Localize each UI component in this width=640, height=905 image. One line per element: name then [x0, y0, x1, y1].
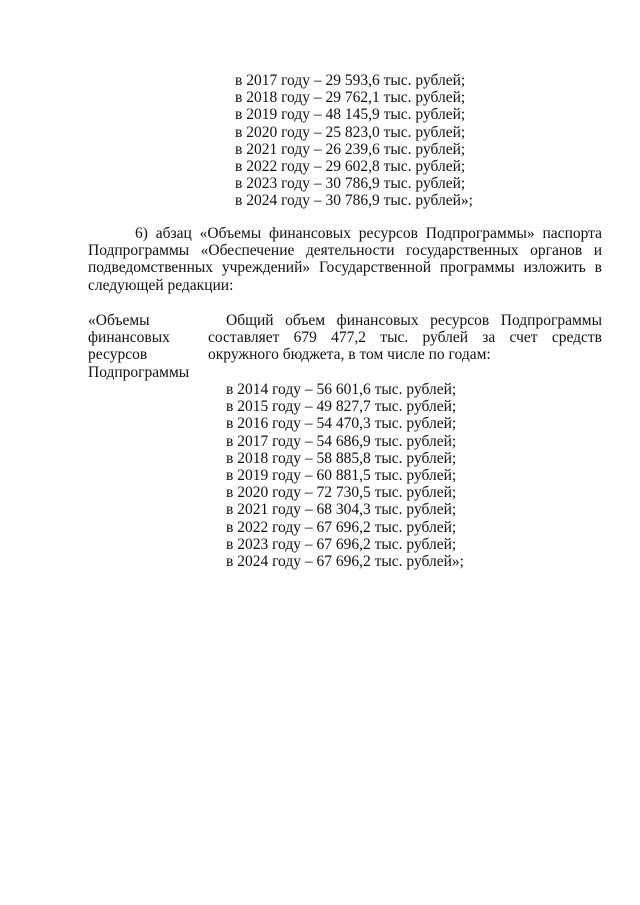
list-item: в 2019 году – 60 881,5 тыс. рублей;	[226, 466, 457, 484]
list-item: в 2022 году – 67 696,2 тыс. рублей;	[226, 518, 457, 536]
table-description-cell: Общий объем финансовых ресурсов Подпрограммы составляет 679 477,2 тыс. рублей за счет средств окружного бюджета, в том числе по годам:	[208, 312, 602, 364]
list-item: в 2021 году – 68 304,3 тыс. рублей;	[226, 501, 457, 519]
list-item: в 2017 году – 29 593,6 тыс. рублей;	[235, 72, 466, 89]
funding-by-year-list-previous	[235, 72, 473, 210]
list-item: в 2020 году – 25 823,0 тыс. рублей;	[235, 123, 466, 141]
list-item: в 2019 году – 48 145,9 тыс. рублей;	[235, 106, 466, 124]
list-item: в 2022 году – 29 602,8 тыс. рублей;	[235, 157, 466, 175]
label-line: ресурсов	[88, 346, 148, 364]
list-item: в 2024 году – 30 786,9 тыс. рублей»;	[235, 192, 473, 210]
label-line: финансовых	[88, 329, 170, 347]
list-item: в 2024 году – 67 696,2 тыс. рублей»;	[226, 552, 464, 570]
list-item: в 2018 году – 58 885,8 тыс. рублей;	[226, 449, 457, 467]
label-line: Подпрограммы	[88, 363, 190, 381]
list-item: в 2015 году – 49 827,7 тыс. рублей;	[226, 398, 457, 416]
table-label-cell	[88, 312, 189, 381]
list-item: в 2021 году – 26 239,6 тыс. рублей;	[235, 140, 466, 158]
list-item: в 2017 году – 54 686,9 тыс. рублей;	[226, 432, 457, 450]
funding-by-year-list	[226, 381, 464, 570]
label-line: «Объемы	[88, 312, 150, 329]
list-item: в 2020 году – 72 730,5 тыс. рублей;	[226, 484, 457, 502]
list-item: в 2016 году – 54 470,3 тыс. рублей;	[226, 415, 457, 433]
list-item: в 2014 году – 56 601,6 тыс. рублей;	[226, 381, 457, 398]
list-item: в 2018 году – 29 762,1 тыс. рублей;	[235, 89, 466, 107]
list-item: в 2023 году – 30 786,9 тыс. рублей;	[235, 175, 466, 193]
amendment-paragraph: 6) абзац «Объемы финансовых ресурсов Подпрограммы» паспорта Подпрограммы «Обеспечение деятельности государственных органов и подведомственных учреждений» Государственной программы изложить в следующей редакции:	[88, 225, 602, 294]
list-item: в 2023 году – 67 696,2 тыс. рублей;	[226, 535, 457, 553]
